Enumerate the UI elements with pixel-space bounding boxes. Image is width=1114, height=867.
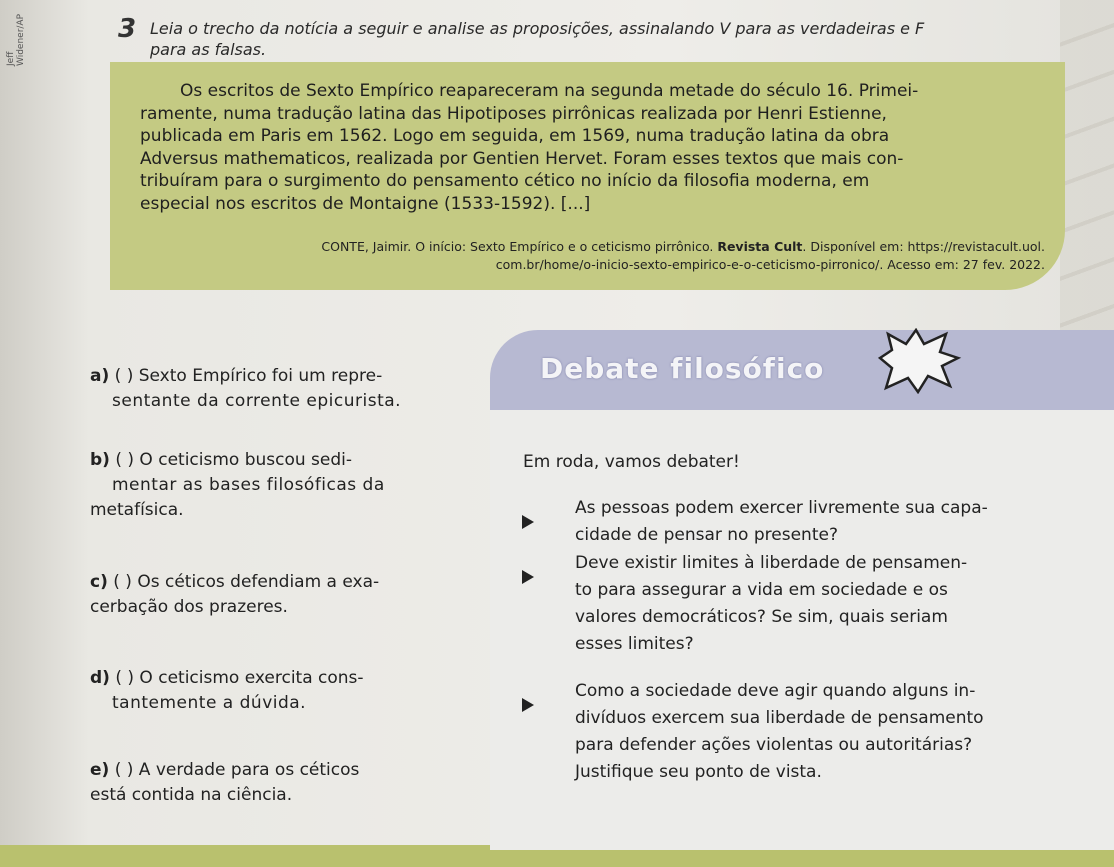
debate-question-line: Justifique seu ponto de vista.	[575, 762, 822, 782]
proposition-e	[90, 758, 490, 808]
source-line-2: com.br/home/o-inicio-sexto-empirico-e-o-ceticismo-pirronico/. Acesso em: 27 fev. 2022.	[495, 257, 1045, 272]
debate-question	[575, 678, 1075, 786]
proposition-text: tantemente a dúvida.	[112, 693, 307, 713]
instruction-line-2: para as falsas.	[150, 40, 267, 59]
debate-subtitle: Em roda, vamos debater!	[523, 452, 740, 472]
source-journal: Revista Cult	[717, 239, 803, 254]
debate-question	[575, 550, 1075, 658]
question-instruction	[150, 18, 1050, 60]
excerpt-line: publicada em Paris em 1562. Logo em seguida, em 1569, numa tradução latina da obra	[140, 126, 890, 146]
source-line-1	[170, 238, 1045, 256]
debate-question-line: esses limites?	[575, 634, 694, 654]
question-number: 3	[118, 14, 137, 44]
source-author-title: CONTE, Jaimir. O início: Sexto Empírico e o ceticismo pirrônico.	[321, 239, 718, 254]
proposition-text: mentar as bases filosóficas da	[112, 475, 385, 495]
excerpt-line: ramente, numa tradução latina das Hipotiposes pirrônicas realizada por Henri Estienne,	[140, 103, 887, 124]
excerpt-line: especial nos escritos de Montaigne (1533-1592). [...]	[140, 193, 591, 214]
photo-credit: Jeff Widener/AP	[6, 13, 26, 66]
debate-question-line: Como a sociedade deve agir quando alguns in-	[575, 681, 976, 701]
proposition-letter: e)	[90, 760, 110, 780]
proposition-text: ( ) O ceticismo exercita cons-	[115, 668, 364, 688]
starburst-icon	[870, 328, 962, 394]
debate-question-line: para defender ações violentas ou autoritárias?	[575, 735, 973, 755]
proposition-text: ( ) Sexto Empírico foi um repre-	[114, 366, 383, 386]
instruction-line-1: Leia o trecho da notícia a seguir e analise as proposições, assinalando V para as verdadeiras e F	[150, 19, 925, 38]
debate-question-line: to para assegurar a vida em sociedade e os	[575, 580, 948, 600]
bullet-arrow-icon	[522, 570, 534, 584]
proposition-letter: b)	[90, 450, 110, 470]
proposition-text: sentante da corrente epicurista.	[112, 391, 402, 411]
proposition-letter: d)	[90, 668, 110, 688]
debate-question-line: As pessoas podem exercer livremente sua capa-	[575, 498, 988, 518]
proposition-d	[90, 666, 490, 716]
debate-question-line: cidade de pensar no presente?	[575, 525, 838, 545]
excerpt-line: tribuíram para o surgimento do pensamento cético no início da filosofia moderna, em	[140, 171, 870, 191]
excerpt-line: Adversus mathematicos, realizada por Gentien Hervet. Foram esses textos que mais con-	[140, 148, 904, 169]
bullet-arrow-icon	[522, 698, 534, 712]
debate-question	[575, 495, 1075, 549]
proposition-text: cerbação dos prazeres.	[90, 597, 288, 617]
excerpt-line: Os escritos de Sexto Empírico reapareceram na segunda metade do século 16. Primei-	[180, 81, 919, 101]
proposition-b	[90, 448, 490, 523]
proposition-text: metafísica.	[90, 500, 184, 520]
debate-title: Debate filosófico	[540, 352, 825, 385]
bullet-arrow-icon	[522, 515, 534, 529]
excerpt-source	[170, 238, 1045, 274]
proposition-text: ( ) Os céticos defendiam a exa-	[113, 572, 380, 592]
proposition-a	[90, 364, 490, 414]
proposition-text: está contida na ciência.	[90, 785, 293, 805]
excerpt-text	[140, 80, 1045, 215]
source-availability: . Disponível em: https://revistacult.uol.	[802, 239, 1045, 254]
proposition-c	[90, 570, 490, 620]
debate-question-line: valores democráticos? Se sim, quais seriam	[575, 607, 948, 627]
debate-question-line: Deve existir limites à liberdade de pensamen-	[575, 553, 968, 573]
proposition-text: ( ) O ceticismo buscou sedi-	[115, 450, 353, 470]
proposition-text: ( ) A verdade para os céticos	[114, 760, 360, 780]
proposition-letter: a)	[90, 366, 110, 386]
proposition-letter: c)	[90, 572, 108, 592]
debate-question-line: divíduos exercem sua liberdade de pensamento	[575, 708, 984, 728]
